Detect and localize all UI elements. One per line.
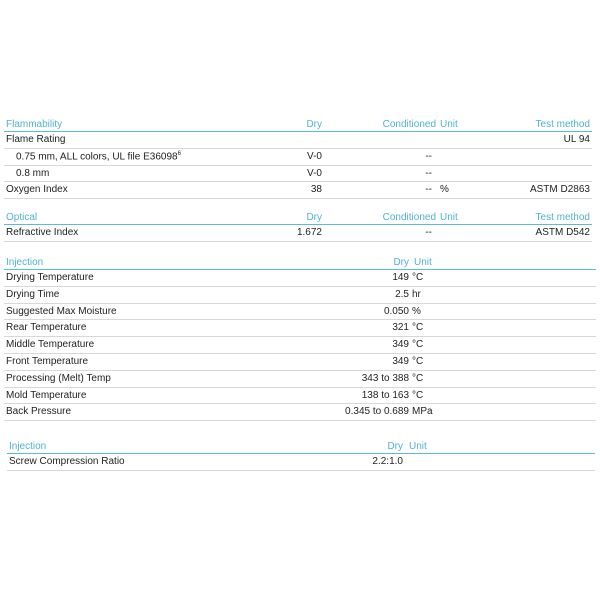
row-label-text: Drying Time (6, 288, 60, 300)
test-method-header: Test method (535, 119, 590, 130)
row-label-text: Oxygen Index (6, 184, 68, 196)
row-label (6, 373, 111, 384)
footnote-ref: 6 (177, 150, 181, 157)
unit-value: % (440, 184, 449, 196)
dry-value: 149 (392, 272, 409, 283)
unit-value: °C (412, 272, 424, 283)
unit-value: °C (412, 389, 424, 401)
dry-value: 0.345 to 0.689 (345, 406, 409, 418)
table-row (4, 404, 596, 421)
table-row (7, 454, 595, 471)
row-label (16, 151, 181, 162)
conditioned-value: -- (425, 227, 432, 238)
row-label (6, 306, 117, 317)
row-label-text: Suggested Max Moisture (6, 305, 117, 317)
table-row (4, 320, 596, 337)
test-method-value: ASTM D2863 (529, 184, 590, 196)
table-row (4, 132, 592, 149)
conditioned-header: Conditioned (382, 212, 436, 223)
row-label-text: Refractive Index (6, 227, 79, 238)
test-method-value: ASTM D542 (535, 227, 590, 238)
unit-value: °C (412, 372, 424, 384)
table-row (4, 182, 592, 199)
flammability-table (4, 118, 592, 199)
table-row (4, 354, 596, 371)
dry-value: 2.5 (395, 288, 409, 300)
unit-header: Unit (409, 441, 427, 452)
row-label (6, 289, 59, 300)
optical-table (4, 211, 592, 242)
unit-header: Unit (414, 257, 432, 268)
conditioned-value: -- (425, 150, 432, 162)
row-label (6, 227, 78, 238)
section-title: Optical (6, 212, 38, 223)
row-label-text: Processing (Melt) Temp (6, 372, 111, 384)
table-row (4, 225, 592, 242)
row-label (6, 390, 86, 401)
row-label-text: Rear Temperature (6, 322, 87, 334)
table-row (4, 371, 596, 388)
row-label-text: Drying Temperature (6, 272, 94, 283)
unit-value: MPa (412, 406, 433, 418)
dry-value: 0.050 (383, 305, 409, 317)
row-label (9, 456, 125, 467)
row-label (6, 184, 68, 195)
dry-value: 321 (392, 322, 409, 334)
unit-value: °C (412, 339, 424, 351)
dry-value: 2.2:1.0 (372, 456, 403, 467)
table-header (4, 256, 596, 270)
dry-value: 349 (392, 339, 409, 351)
row-label-text: Middle Temperature (6, 339, 95, 351)
injection-table (4, 256, 596, 421)
section-title: Flammability (6, 119, 63, 130)
row-label-text: Screw Compression Ratio (9, 456, 125, 467)
table-row (4, 287, 596, 304)
table-header (7, 440, 595, 454)
dry-value: V-0 (306, 150, 322, 162)
row-label-text: Back Pressure (6, 406, 72, 418)
unit-value: hr (412, 288, 421, 300)
dry-header: Dry (306, 119, 322, 130)
dry-value: 343 to 388 (361, 372, 409, 384)
dry-header: Dry (306, 212, 322, 223)
table-row (4, 304, 596, 321)
table-header (4, 211, 592, 225)
row-label-text: Mold Temperature (6, 389, 87, 401)
dry-value: 349 (392, 355, 409, 367)
table-row (4, 166, 592, 183)
injection-2-table (7, 440, 595, 471)
test-method-header: Test method (535, 212, 590, 223)
row-label (6, 356, 88, 367)
conditioned-value: -- (425, 184, 432, 196)
table-row (4, 270, 596, 287)
dry-value: 38 (310, 184, 322, 196)
table-row (4, 149, 592, 166)
row-label (6, 134, 65, 145)
section-title: Injection (6, 257, 44, 268)
unit-header: Unit (440, 119, 458, 130)
row-label (16, 168, 49, 179)
row-label-text: 0.8 mm (16, 167, 50, 179)
dry-value: 138 to 163 (361, 389, 409, 401)
row-label-text: Flame Rating (6, 134, 66, 145)
conditioned-value: -- (425, 167, 432, 179)
unit-header: Unit (440, 212, 458, 223)
dry-value: 1.672 (296, 227, 322, 238)
table-header (4, 118, 592, 132)
dry-value: V-0 (306, 167, 322, 179)
dry-header: Dry (387, 441, 403, 452)
unit-value: °C (412, 322, 424, 334)
row-label-text: 0.75 mm, ALL colors, UL file E36098 (16, 151, 178, 163)
test-method-value: UL 94 (563, 134, 590, 145)
row-label-text: Front Temperature (6, 355, 89, 367)
unit-value: % (412, 305, 421, 317)
row-label (6, 339, 94, 350)
table-row (4, 388, 596, 405)
conditioned-header: Conditioned (382, 119, 436, 130)
table-row (4, 337, 596, 354)
row-label (6, 272, 94, 283)
row-label (6, 406, 71, 417)
row-label (6, 322, 86, 333)
section-title: Injection (9, 441, 47, 452)
unit-value: °C (412, 355, 424, 367)
dry-header: Dry (393, 257, 409, 268)
